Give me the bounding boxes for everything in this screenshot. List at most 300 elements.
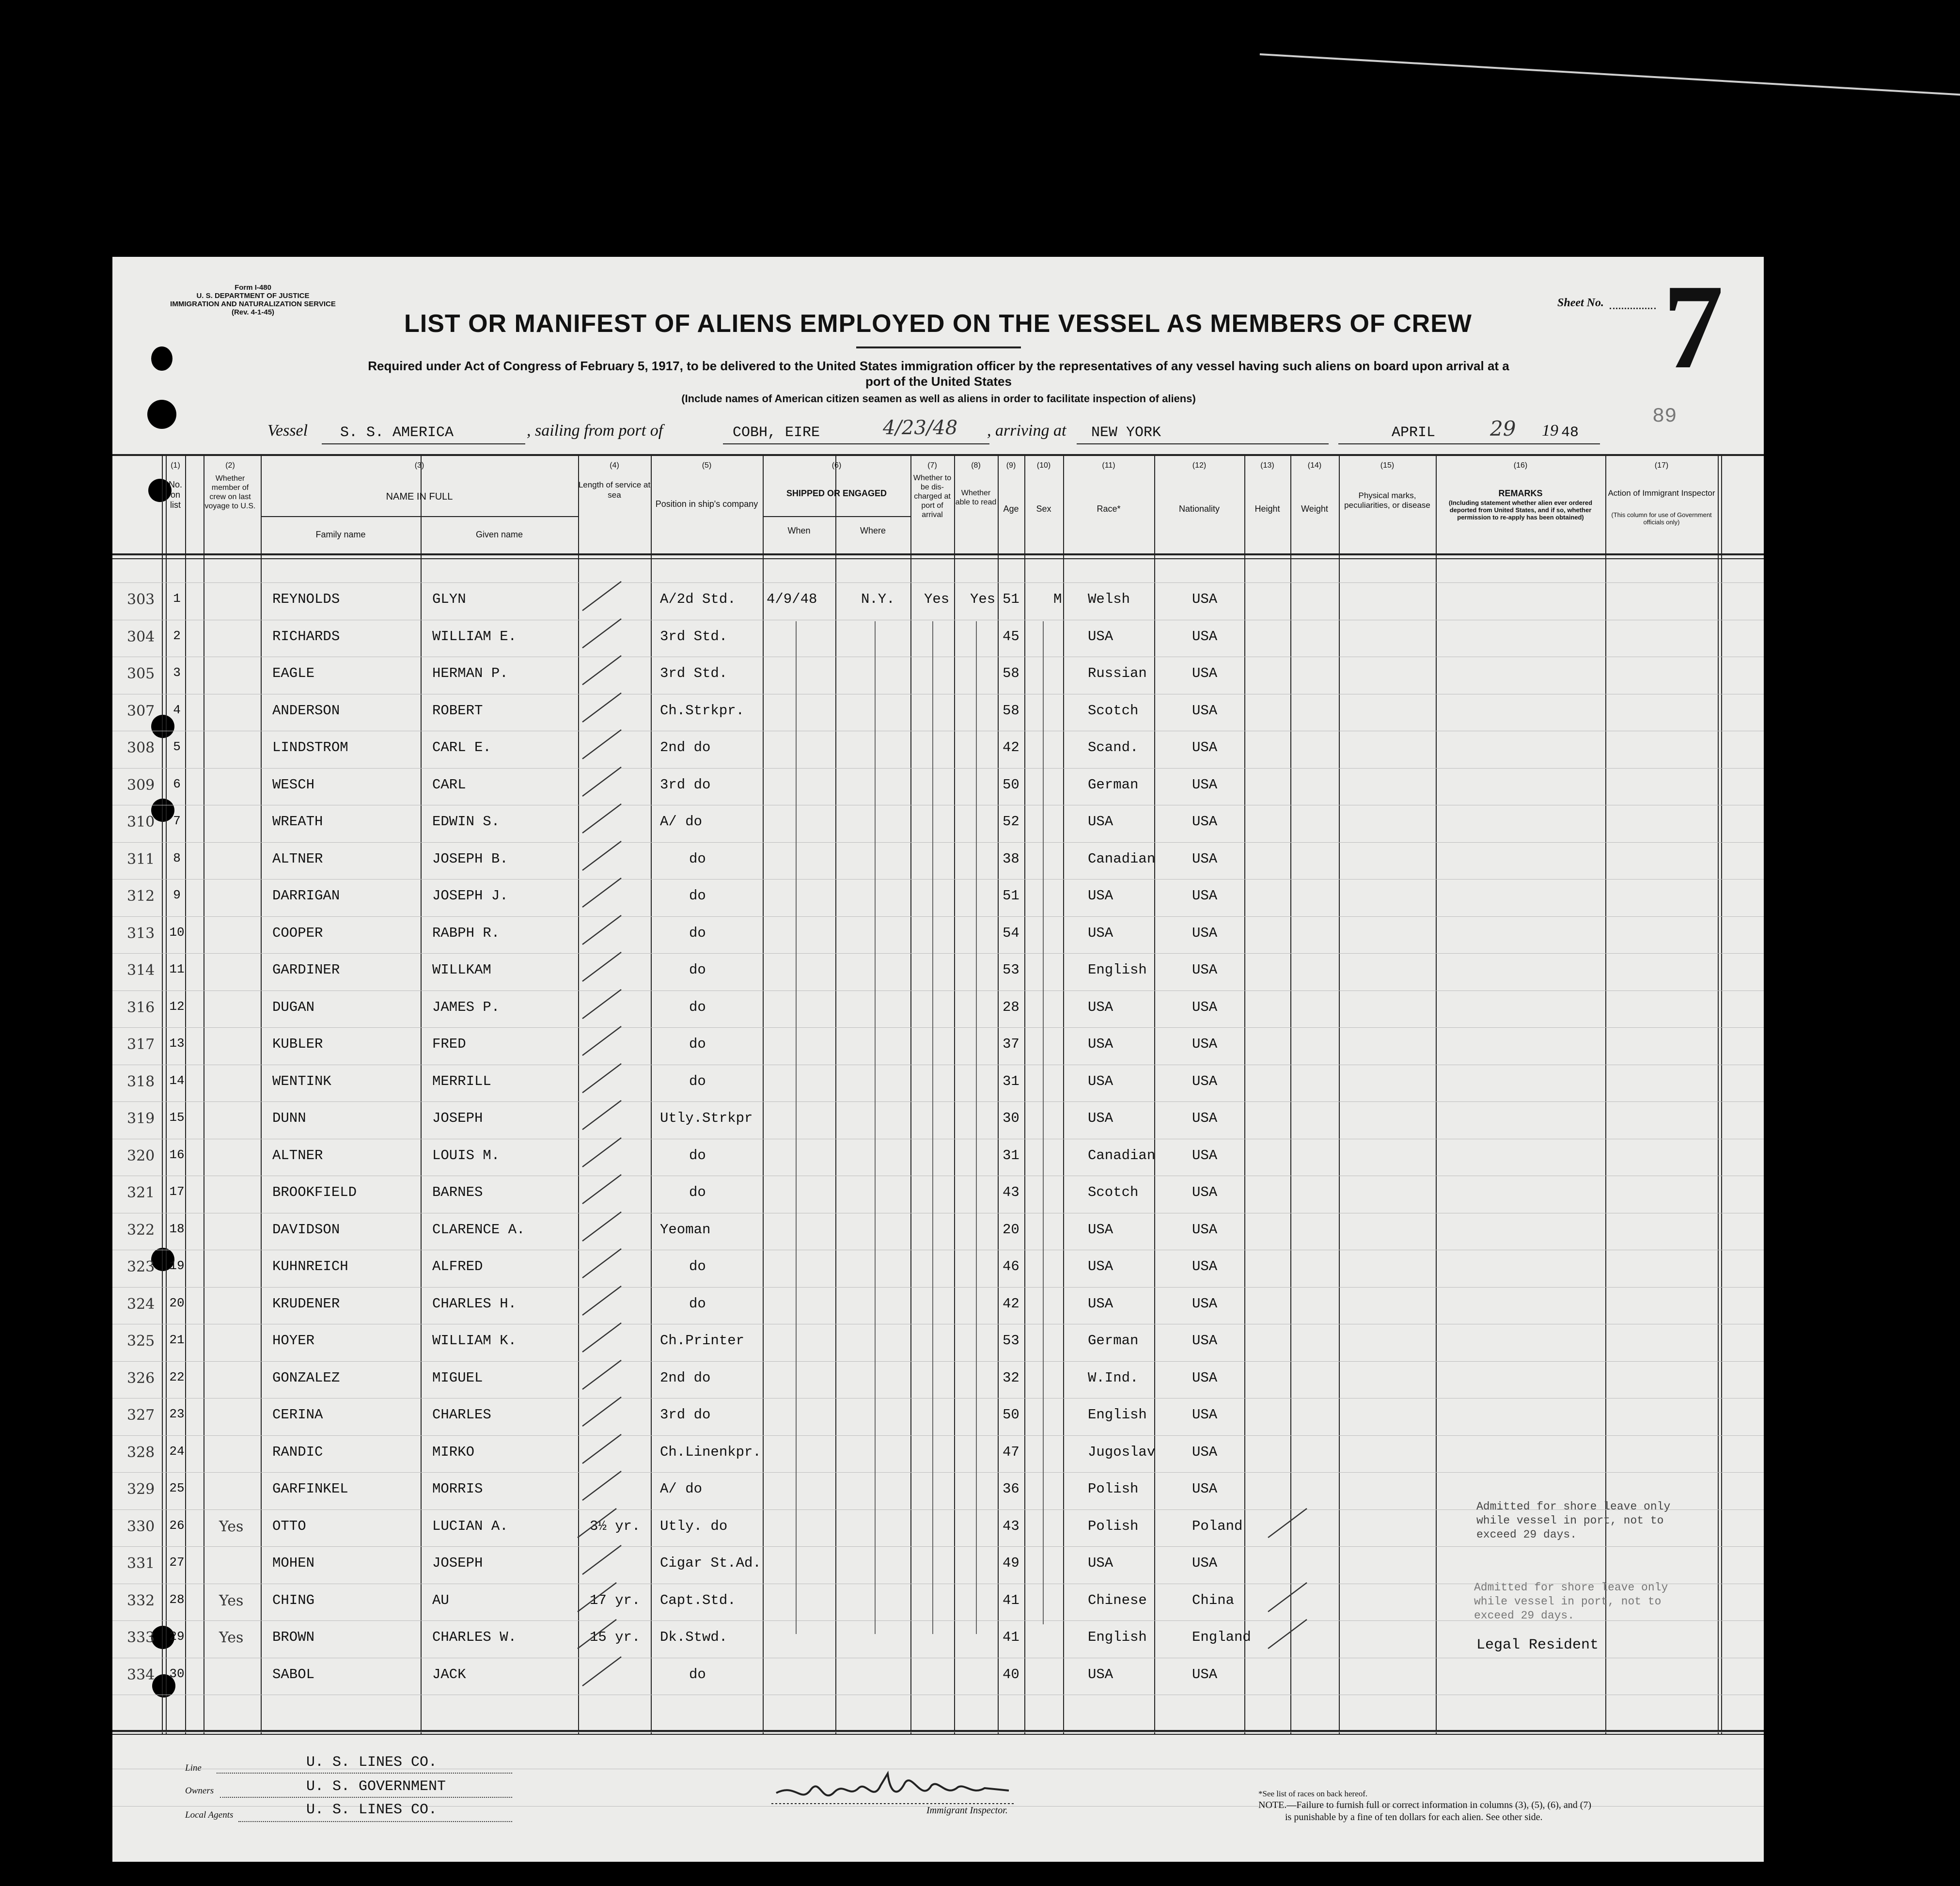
cell-no: 17 xyxy=(169,1184,185,1199)
check-mark xyxy=(580,1170,624,1209)
cell-given: JACK xyxy=(432,1666,466,1682)
check-mark xyxy=(580,688,624,727)
cell-given: GLYN xyxy=(432,591,466,607)
cell-mnum: 326 xyxy=(127,1369,155,1387)
cell-no: 18 xyxy=(169,1221,185,1236)
cell-family: BROWN xyxy=(272,1629,315,1645)
cell-family: KUBLER xyxy=(272,1036,323,1052)
cell-position: 3rd do xyxy=(660,776,711,793)
cell-no: 2 xyxy=(173,628,181,643)
cell-no: 9 xyxy=(173,888,181,902)
cell-mnum: 329 xyxy=(127,1481,155,1498)
table-row xyxy=(112,739,1764,776)
races-note: *See list of races on back hereof. xyxy=(1258,1789,1368,1798)
cell-nationality: China xyxy=(1192,1592,1235,1608)
remarks-row-29: Legal Resident xyxy=(1476,1637,1599,1653)
inspector-label: Immigrant Inspector. xyxy=(926,1805,1008,1816)
cell-given: LUCIAN A. xyxy=(432,1518,508,1534)
vessel-label: Vessel xyxy=(267,422,308,440)
subheader-where: Where xyxy=(860,526,886,535)
cell-age: 20 xyxy=(1003,1221,1019,1238)
cell-mnum: 334 xyxy=(127,1666,155,1683)
cell-no: 16 xyxy=(169,1147,185,1162)
check-mark xyxy=(580,1430,624,1468)
check-mark xyxy=(1266,1615,1309,1653)
remarks-row-28 xyxy=(1474,1581,1668,1623)
cell-no: 4 xyxy=(173,702,181,717)
form-revision: (Rev. 4-1-45) xyxy=(231,308,275,316)
remarks-note: (Including statement whether alien ever ordered deported from United States, and if so, whether permission to re-apply has been obtained) xyxy=(1448,499,1593,521)
col-num: (6) xyxy=(831,461,842,470)
cell-age: 37 xyxy=(1003,1036,1019,1052)
cell-nationality: USA xyxy=(1192,1221,1218,1238)
cell-race: English xyxy=(1088,962,1147,978)
cell-nationality: Poland xyxy=(1192,1518,1243,1534)
year-suffix: 48 xyxy=(1561,424,1579,441)
cell-family: OTTO xyxy=(272,1518,306,1534)
col-header-no-on-list: No. on list xyxy=(168,480,182,510)
col-num: (8) xyxy=(971,461,981,470)
cell-mnum: 330 xyxy=(127,1518,155,1535)
sailing-label: , sailing from port of xyxy=(527,422,663,440)
remarks-row-26 xyxy=(1476,1500,1670,1542)
cell-where: N.Y. xyxy=(861,591,895,607)
cell-race: USA xyxy=(1088,1221,1113,1238)
cell-family: WESCH xyxy=(272,776,315,793)
cell-mnum: 310 xyxy=(127,814,155,831)
cell-given: RABPH R. xyxy=(432,925,500,941)
check-mark xyxy=(580,1207,624,1246)
cell-mnum: 324 xyxy=(127,1295,155,1313)
table-row xyxy=(112,925,1764,962)
cell-mnum: 305 xyxy=(127,665,155,682)
cell-age: 51 xyxy=(1003,888,1019,904)
remark-line: exceed 29 days. xyxy=(1474,1609,1575,1622)
cell-race: USA xyxy=(1088,888,1113,904)
cell-age: 49 xyxy=(1003,1555,1019,1571)
check-mark xyxy=(580,836,624,875)
cell-position: 2nd do xyxy=(660,1369,711,1386)
check-mark xyxy=(580,577,624,615)
cell-race: Canadian xyxy=(1088,1147,1156,1163)
cell-no: 5 xyxy=(173,739,181,754)
cell-age: 36 xyxy=(1003,1481,1019,1497)
subheader-given-name: Given name xyxy=(475,530,523,539)
cell-no: 29 xyxy=(169,1629,185,1644)
cell-last: Yes xyxy=(219,1629,244,1646)
remark-line: Admitted for shore leave only xyxy=(1476,1500,1671,1513)
cell-family: WREATH xyxy=(272,814,323,830)
cell-race: Polish xyxy=(1088,1518,1139,1534)
cell-no: 11 xyxy=(169,962,185,976)
cell-family: DARRIGAN xyxy=(272,888,340,904)
cell-nationality: USA xyxy=(1192,1444,1218,1460)
cell-family: BROOKFIELD xyxy=(272,1184,357,1200)
cell-nationality: USA xyxy=(1192,814,1218,830)
cell-age: 40 xyxy=(1003,1666,1019,1682)
cell-age: 38 xyxy=(1003,850,1019,867)
cell-read: Yes xyxy=(970,591,996,607)
arrival-port: NEW YORK xyxy=(1091,424,1161,441)
cell-position: do xyxy=(689,1036,706,1052)
table-row xyxy=(112,1666,1764,1703)
underline xyxy=(1338,443,1600,444)
form-department: U. S. DEPARTMENT OF JUSTICE xyxy=(196,292,310,300)
cell-family: SABOL xyxy=(272,1666,315,1682)
cell-position: do xyxy=(689,850,706,867)
table-row xyxy=(112,1110,1764,1147)
fine-note: NOTE.—Failure to furnish full or correct information in columns (3), (5), (6), and (7) xyxy=(1258,1800,1592,1810)
remark-line: Admitted for shore leave only xyxy=(1474,1581,1668,1594)
table-row xyxy=(112,1258,1764,1295)
remark-line: exceed 29 days. xyxy=(1476,1528,1577,1541)
cell-given: MERRILL xyxy=(432,1073,491,1089)
check-mark xyxy=(580,1096,624,1134)
cell-position: 3rd Std. xyxy=(660,628,728,644)
table-row xyxy=(112,777,1764,814)
cell-nationality: USA xyxy=(1192,665,1218,681)
table-row xyxy=(112,999,1764,1036)
col-num: (7) xyxy=(927,461,937,470)
cell-position: Ch.Linenkpr. xyxy=(660,1444,761,1460)
cell-position: do xyxy=(689,888,706,904)
table-row xyxy=(112,1184,1764,1221)
cell-mnum: 316 xyxy=(127,999,155,1016)
header-bottom-border xyxy=(112,553,1764,555)
table-row xyxy=(112,1073,1764,1110)
col-num: (3) xyxy=(414,461,424,470)
table-row xyxy=(112,1333,1764,1369)
col-num: (4) xyxy=(610,461,619,470)
cell-no: 25 xyxy=(169,1481,185,1495)
cell-no: 14 xyxy=(169,1073,185,1088)
check-mark xyxy=(575,1504,619,1542)
col-header-remarks: REMARKS xyxy=(1498,488,1543,498)
scan-edge-line xyxy=(1260,53,1960,97)
cell-service: 3½ yr. xyxy=(590,1518,641,1534)
cell-no: 12 xyxy=(169,999,185,1014)
check-mark xyxy=(580,725,624,764)
cell-nationality: USA xyxy=(1192,591,1218,607)
cell-race: USA xyxy=(1088,1295,1113,1312)
cell-nationality: USA xyxy=(1192,1036,1218,1052)
cell-race: Chinese xyxy=(1088,1592,1147,1608)
cell-age: 31 xyxy=(1003,1147,1019,1163)
cell-given: FRED xyxy=(432,1036,466,1052)
cell-service: 17 yr. xyxy=(590,1592,641,1608)
table-row xyxy=(112,888,1764,925)
cell-nationality: USA xyxy=(1192,1407,1218,1423)
agents-label: Local Agents xyxy=(185,1810,234,1820)
cell-position: do xyxy=(689,1258,706,1274)
cell-no: 1 xyxy=(173,591,181,606)
cell-mnum: 321 xyxy=(127,1184,155,1201)
table-row xyxy=(112,629,1764,665)
cell-given: WILLIAM K. xyxy=(432,1333,517,1349)
subheader-when: When xyxy=(787,526,811,535)
manifest-sheet xyxy=(112,257,1764,1862)
underline xyxy=(723,443,989,444)
owners-value: U. S. GOVERNMENT xyxy=(306,1778,446,1795)
cell-position: Utly.Strkpr xyxy=(660,1110,753,1126)
col-header-sex: Sex xyxy=(1036,504,1051,514)
cell-given: LOUIS M. xyxy=(432,1147,500,1163)
required-text-2: port of the United States xyxy=(865,374,1012,389)
check-mark xyxy=(580,1022,624,1060)
col-num: (15) xyxy=(1380,461,1395,470)
cell-family: GARFINKEL xyxy=(272,1481,348,1497)
cell-family: COOPER xyxy=(272,925,323,941)
cell-age: 46 xyxy=(1003,1258,1019,1274)
cell-no: 21 xyxy=(169,1333,185,1347)
cell-nationality: England xyxy=(1192,1629,1251,1645)
table-row xyxy=(112,1296,1764,1333)
underline xyxy=(322,443,525,444)
cell-race: USA xyxy=(1088,1258,1113,1274)
cell-given: AU xyxy=(432,1592,449,1608)
cell-age: 58 xyxy=(1003,665,1019,681)
cell-nationality: USA xyxy=(1192,999,1218,1015)
check-mark xyxy=(580,1281,624,1320)
row-rule xyxy=(112,582,1764,583)
table-row xyxy=(112,1370,1764,1407)
cell-race: English xyxy=(1088,1629,1147,1645)
cell-race: USA xyxy=(1088,999,1113,1015)
table-row xyxy=(112,703,1764,739)
line-value: U. S. LINES CO. xyxy=(306,1754,438,1771)
cell-nationality: USA xyxy=(1192,776,1218,793)
cell-given: ALFRED xyxy=(432,1258,483,1274)
table-row xyxy=(112,591,1764,628)
cell-no: 6 xyxy=(173,776,181,791)
check-mark xyxy=(580,1466,624,1505)
cell-nationality: USA xyxy=(1192,925,1218,941)
table-row xyxy=(112,1036,1764,1073)
cell-race: English xyxy=(1088,1407,1147,1423)
cell-race: Jugoslav xyxy=(1088,1444,1156,1460)
cell-position: Yeoman xyxy=(660,1221,711,1238)
cell-race: Scand. xyxy=(1088,739,1139,755)
cell-race: Scotch xyxy=(1088,1184,1139,1200)
cell-mnum: 318 xyxy=(127,1073,155,1090)
form-service: IMMIGRATION AND NATURALIZATION SERVICE xyxy=(170,300,336,308)
cell-given: JOSEPH J. xyxy=(432,888,508,904)
cell-race: Scotch xyxy=(1088,702,1139,719)
cell-mnum: 319 xyxy=(127,1110,155,1127)
cell-race: German xyxy=(1088,1333,1139,1349)
cell-mnum: 307 xyxy=(127,702,155,720)
col-num: (12) xyxy=(1192,461,1207,470)
col-header-shipped: SHIPPED OR ENGAGED xyxy=(786,488,887,498)
cell-nationality: USA xyxy=(1192,1295,1218,1312)
cell-family: ANDERSON xyxy=(272,702,340,719)
cell-family: GARDINER xyxy=(272,962,340,978)
cell-race: USA xyxy=(1088,1110,1113,1126)
cell-family: RANDIC xyxy=(272,1444,323,1460)
cell-age: 28 xyxy=(1003,999,1019,1015)
check-mark xyxy=(1266,1578,1309,1617)
cell-no: 28 xyxy=(169,1592,185,1607)
cell-family: ALTNER xyxy=(272,1147,323,1163)
cell-age: 42 xyxy=(1003,739,1019,755)
check-mark xyxy=(580,1059,624,1098)
cell-family: KRUDENER xyxy=(272,1295,340,1312)
col-num: (10) xyxy=(1036,461,1051,470)
page-stamp: 89 xyxy=(1652,405,1677,428)
header-bottom-border-2 xyxy=(112,558,1764,559)
remark-line: while vessel in port, not to xyxy=(1474,1595,1662,1608)
cell-race: USA xyxy=(1088,1555,1113,1571)
cell-family: CERINA xyxy=(272,1407,323,1423)
cell-family: WENTINK xyxy=(272,1073,331,1089)
cell-family: GONZALEZ xyxy=(272,1369,340,1386)
cell-mnum: 328 xyxy=(127,1444,155,1461)
cell-nationality: USA xyxy=(1192,1184,1218,1200)
table-row xyxy=(112,1407,1764,1444)
col-num: (1) xyxy=(171,461,180,470)
cell-mnum: 331 xyxy=(127,1555,155,1572)
cell-position: Ch.Printer xyxy=(660,1333,745,1349)
cell-no: 19 xyxy=(169,1258,185,1273)
cell-nationality: USA xyxy=(1192,1147,1218,1163)
col-header-position: Position in ship's company xyxy=(655,499,758,509)
cell-given: JAMES P. xyxy=(432,999,500,1015)
cell-position: do xyxy=(689,1184,706,1200)
cell-no: 30 xyxy=(169,1666,185,1681)
cell-no: 15 xyxy=(169,1110,185,1125)
cell-position: A/ do xyxy=(660,814,703,830)
cell-no: 8 xyxy=(173,850,181,865)
remark-line: while vessel in port, not to xyxy=(1476,1514,1664,1527)
cell-nationality: USA xyxy=(1192,1369,1218,1386)
cell-sex: M xyxy=(1053,591,1062,607)
cell-mnum: 313 xyxy=(127,925,155,942)
cell-given: CLARENCE A. xyxy=(432,1221,525,1238)
cell-race: USA xyxy=(1088,1073,1113,1089)
cell-last: Yes xyxy=(219,1592,244,1609)
cell-age: 30 xyxy=(1003,1110,1019,1126)
cell-mnum: 303 xyxy=(127,591,155,608)
cell-no: 7 xyxy=(173,814,181,828)
cell-no: 20 xyxy=(169,1295,185,1310)
form-number: Form I-480 xyxy=(235,283,271,292)
cell-position: Utly. do xyxy=(660,1518,728,1534)
cell-nationality: USA xyxy=(1192,888,1218,904)
cell-mnum: 333 xyxy=(127,1629,155,1646)
cell-family: LINDSTROM xyxy=(272,739,348,755)
cell-no: 26 xyxy=(169,1518,185,1533)
cell-position: do xyxy=(689,1073,706,1089)
cell-given: BARNES xyxy=(432,1184,483,1200)
underline xyxy=(1077,443,1329,444)
cell-nationality: USA xyxy=(1192,1666,1218,1682)
cell-position: do xyxy=(689,962,706,978)
check-mark xyxy=(580,1540,624,1579)
cell-mnum: 332 xyxy=(127,1592,155,1609)
col-header-name: NAME IN FULL xyxy=(386,491,453,502)
cell-no: 3 xyxy=(173,665,181,680)
cell-position: do xyxy=(689,1666,706,1682)
cell-no: 24 xyxy=(169,1444,185,1459)
cell-age: 43 xyxy=(1003,1184,1019,1200)
arriving-label: , arriving at xyxy=(987,422,1066,440)
shipped-subheader-rule xyxy=(763,516,910,517)
col-num: (2) xyxy=(225,461,235,470)
check-mark xyxy=(580,614,624,653)
cell-position: 2nd do xyxy=(660,739,711,755)
col-num: (14) xyxy=(1307,461,1322,470)
cell-age: 58 xyxy=(1003,702,1019,719)
cell-age: 47 xyxy=(1003,1444,1019,1460)
table-row xyxy=(112,1444,1764,1481)
cell-age: 31 xyxy=(1003,1073,1019,1089)
cell-mnum: 311 xyxy=(127,850,155,868)
table-row xyxy=(112,1222,1764,1258)
cell-age: 43 xyxy=(1003,1518,1019,1534)
table-row xyxy=(112,962,1764,999)
cell-family: MOHEN xyxy=(272,1555,315,1571)
cell-last: Yes xyxy=(219,1518,244,1535)
name-subheader-rule xyxy=(261,516,578,517)
cell-no: 23 xyxy=(169,1407,185,1421)
punch-hole xyxy=(147,400,176,429)
cell-given: JOSEPH xyxy=(432,1110,483,1126)
cell-age: 53 xyxy=(1003,962,1019,978)
punch-hole xyxy=(151,346,172,371)
check-mark xyxy=(580,799,624,838)
col-num: (5) xyxy=(702,461,712,470)
cell-position: 3rd Std. xyxy=(660,665,728,681)
cell-position: Ch.Strkpr. xyxy=(660,702,745,719)
cell-mnum: 308 xyxy=(127,739,155,756)
cell-given: EDWIN S. xyxy=(432,814,500,830)
owners-underline xyxy=(220,1797,512,1798)
col-header-length-of-service: Length of service at sea xyxy=(578,480,651,500)
cell-age: 50 xyxy=(1003,1407,1019,1423)
check-mark xyxy=(580,873,624,912)
cell-race: Russian xyxy=(1088,665,1147,681)
cell-position: 3rd do xyxy=(660,1407,711,1423)
cell-position: A/2d Std. xyxy=(660,591,736,607)
cell-given: JOSEPH B. xyxy=(432,850,508,867)
cell-family: KUHNREICH xyxy=(272,1258,348,1274)
cell-mnum: 317 xyxy=(127,1036,155,1053)
page-title: LIST OR MANIFEST OF ALIENS EMPLOYED ON THE VESSEL AS MEMBERS OF CREW xyxy=(404,310,1472,338)
cell-nationality: USA xyxy=(1192,850,1218,867)
departure-port: COBH, EIRE xyxy=(733,424,820,441)
cell-given: MIGUEL xyxy=(432,1369,483,1386)
col-num: (9) xyxy=(1006,461,1016,470)
line-label: Line xyxy=(185,1763,202,1773)
col-num: (17) xyxy=(1654,461,1669,470)
owners-label: Owners xyxy=(185,1786,214,1796)
cell-position: Capt.Std. xyxy=(660,1592,736,1608)
cell-nationality: USA xyxy=(1192,739,1218,755)
cell-given: CHARLES xyxy=(432,1407,491,1423)
cell-no: 13 xyxy=(169,1036,185,1051)
line-underline xyxy=(217,1773,512,1774)
cell-age: 32 xyxy=(1003,1369,1019,1386)
col-num: (13) xyxy=(1260,461,1274,470)
cell-age: 41 xyxy=(1003,1629,1019,1645)
cell-no: 27 xyxy=(169,1555,185,1570)
cell-nationality: USA xyxy=(1192,1073,1218,1089)
col-header-discharged: Whether to be dis-charged at port of arrival xyxy=(913,474,952,519)
col-num: (11) xyxy=(1102,461,1115,470)
cell-age: 50 xyxy=(1003,776,1019,793)
cell-age: 42 xyxy=(1003,1295,1019,1312)
cell-age: 52 xyxy=(1003,814,1019,830)
